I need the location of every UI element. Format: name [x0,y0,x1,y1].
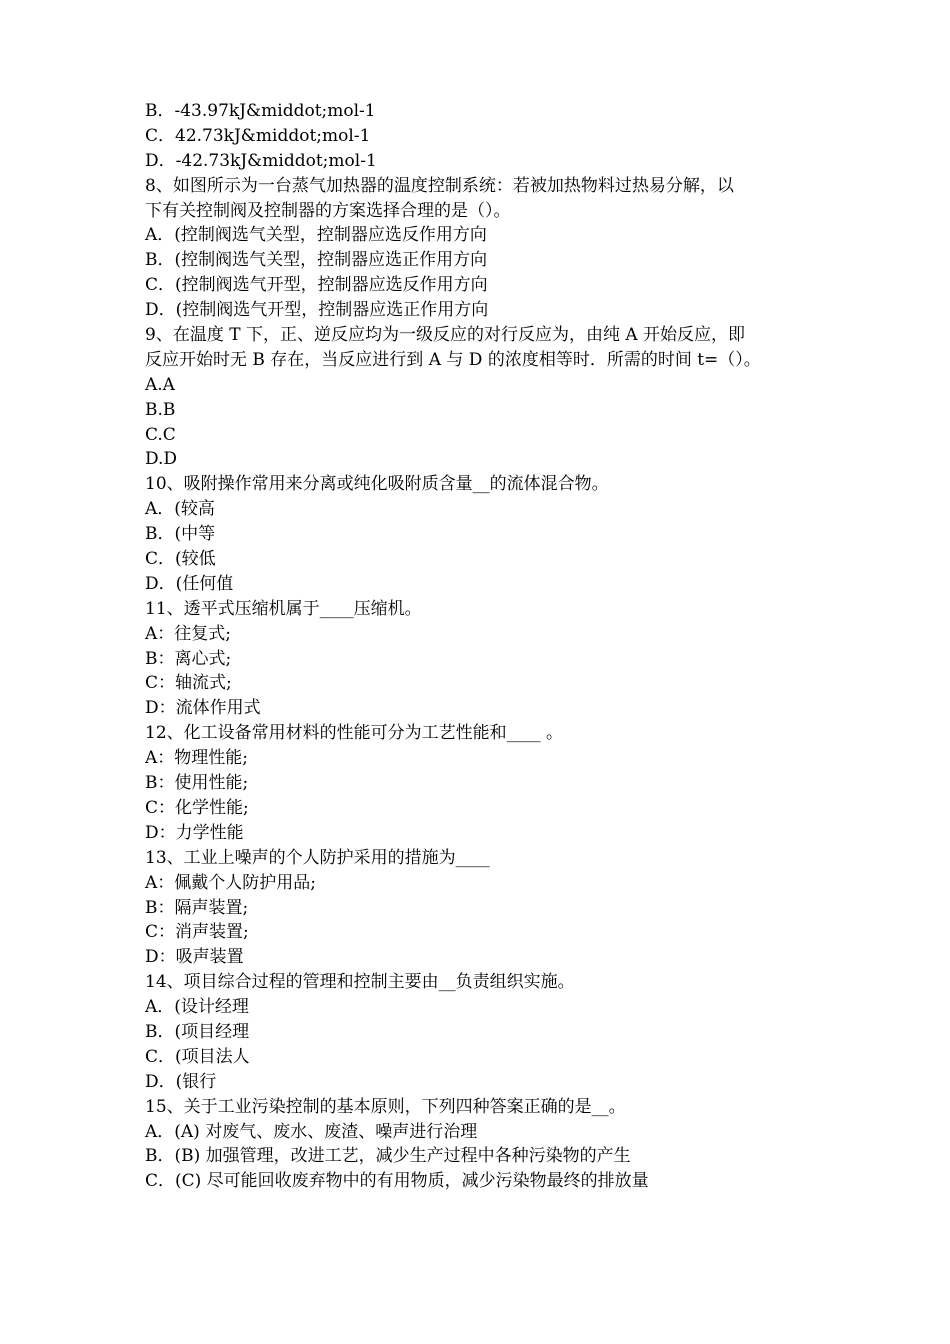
option-line: D.D [145,449,178,470]
option-line: D．(任何值 [145,573,234,594]
option-line: B：离心式; [145,648,232,669]
option-line: B．(B) 加强管理，改进工艺，减少生产过程中各种污染物的产生 [145,1146,631,1167]
option-line: C．42.73kJ&middot;mol-1 [145,125,371,146]
question-14: 14、项目综合过程的管理和控制主要由__负责组织实施。 [145,972,575,993]
option-line: B．(项目经理 [145,1021,250,1042]
option-line: C．(较低 [145,549,216,570]
question-8-line-1: 8、如图所示为一台蒸气加热器的温度控制系统：若被加热物料过热易分解，以 [145,175,734,196]
question-12: 12、化工设备常用材料的性能可分为工艺性能和____ 。 [145,723,564,744]
question-9-line-1: 9、在温度 T 下，正、逆反应均为一级反应的对行反应为，由纯 A 开始反应，即 [145,325,746,346]
question-13: 13、工业上噪声的个人防护采用的措施为____ [145,847,490,868]
option-line: C．(控制阀选气开型，控制器应选反作用方向 [145,275,488,296]
option-line: C．(项目法人 [145,1046,250,1067]
option-line: B.B [145,399,176,420]
option-line: B：隔声装置; [145,897,249,918]
document-body [145,99,815,1194]
option-line: A．(控制阀选气关型，控制器应选反作用方向 [145,225,487,246]
option-line: B．(中等 [145,524,216,545]
option-line: C：轴流式; [145,673,232,694]
option-line: B．(控制阀选气关型，控制器应选正作用方向 [145,250,488,271]
option-line: D：吸声装置 [145,947,244,968]
option-line: D：流体作用式 [145,698,261,719]
question-10: 10、吸附操作常用来分离或纯化吸附质含量__的流体混合物。 [145,474,609,495]
option-line: B．-43.97kJ&middot;mol-1 [145,101,376,121]
option-line: C：消声装置; [145,922,249,943]
option-line: A．(A) 对废气、废水、废渣、噪声进行治理 [145,1121,478,1142]
question-9-line-2: 反应开始时无 B 存在，当反应进行到 A 与 D 的浓度相等时．所需的时间 t=（）。 [145,349,761,370]
option-line: A：往复式; [145,623,232,644]
option-line: D．(银行 [145,1071,217,1092]
option-line: C．(C) 尽可能回收废弃物中的有用物质，减少污染物最终的排放量 [145,1171,649,1192]
question-8-line-2: 下有关控制阀及控制器的方案选择合理的是（）。 [145,200,511,221]
option-line: C：化学性能; [145,797,249,818]
option-line: A：佩戴个人防护用品; [145,872,317,893]
option-line: A．(设计经理 [145,997,249,1018]
option-line: D．-42.73kJ&middot;mol-1 [145,150,377,171]
option-line: A：物理性能; [145,748,249,769]
option-line: C.C [145,424,176,445]
option-line: A．(较高 [145,499,215,520]
option-line: D：力学性能 [145,822,244,843]
question-11: 11、透平式压缩机属于____压缩机。 [145,598,422,619]
option-line: B：使用性能; [145,773,249,794]
option-line: D．(控制阀选气开型，控制器应选正作用方向 [145,300,489,321]
option-line: A.A [145,374,175,395]
question-15: 15、关于工业污染控制的基本原则，下列四种答案正确的是__。 [145,1096,626,1117]
